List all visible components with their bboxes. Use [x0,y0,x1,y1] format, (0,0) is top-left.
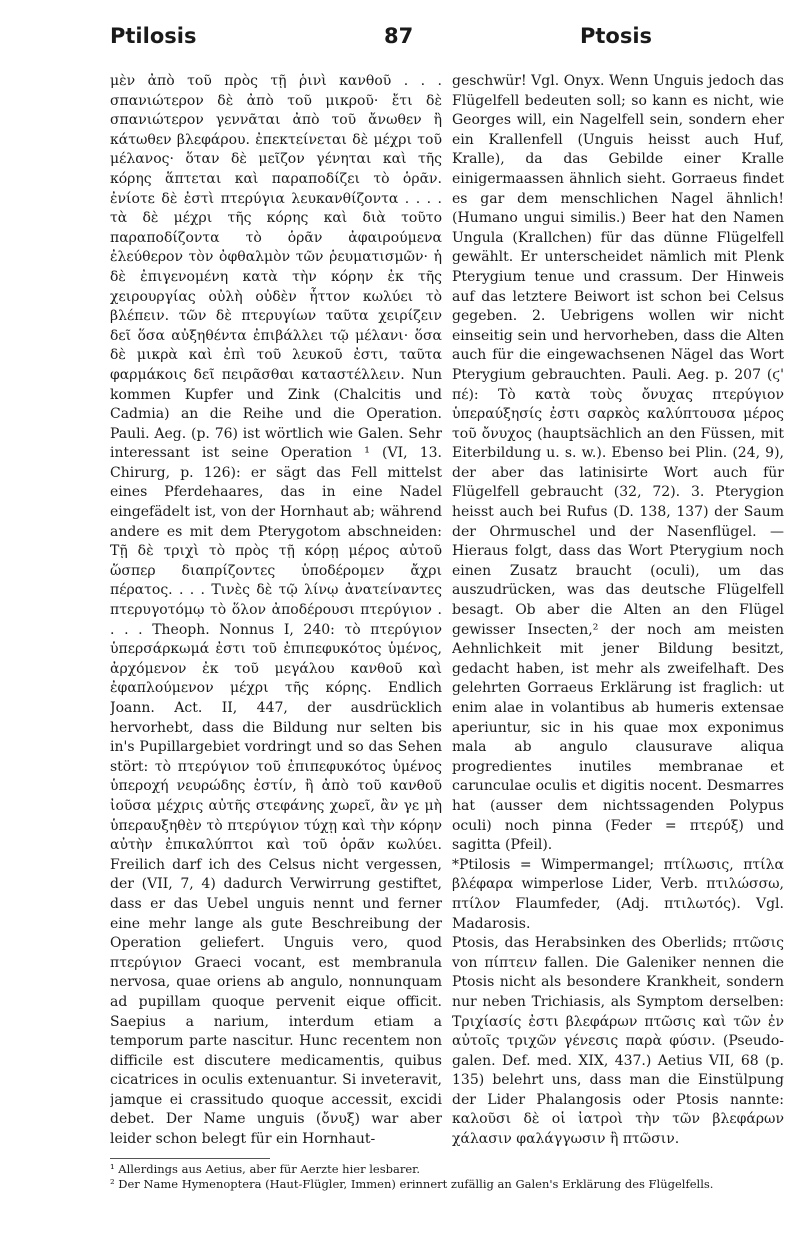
footnotes [110,1162,784,1191]
entry-ptilosis: *Ptilosis = Wimpermangel; πτίλωσις, πτίλα βλέφαρα wimperlose Lider, Verb. πτιλώσσω, πτίλον Flaumfeder, (Adj. πτιλωτός). Vgl. Madarosis. [452,856,784,932]
left-paragraph: μὲν ἀπὸ τοῦ πρὸς τῇ ῥινὶ κανθοῦ . . . σπανιώτερον δὲ ἀπὸ τοῦ μικροῦ· ἔτι δὲ σπανιώτερον γεννᾶται ἀπὸ τοῦ ἄνωθεν ἢ κάτωθεν βλεφάρου. ἐπεκτείνεται δὲ μέχρι τοῦ μέλανος· ὅταν δὲ μεῖζον γένηται καὶ τῆς κόρης ἅπτεται καὶ παραποδίζει τὸ ὁρᾶν. ἐνίοτε δὲ ἐστὶ πτερύγια λευκανθίζοντα . . . . τὰ δὲ μέχρι τῆς κόρης καὶ διὰ τοῦτο παραποδίζοντα τὸ ὁρᾶν ἀφαιρούμενα ἐλεύθερον τὸν ὀφθαλμὸν τῶν ῥευματισμῶν· ἡ δὲ ἐπιγενομένη κατὰ τὴν κόρην ἐκ τῆς χειρουργίας οὐλὴ οὐδὲν ἧττον κωλύει τὸ βλέπειν. τῶν δὲ πτερυγίων ταῦτα χειρίζειν δεῖ ὅσα αὐξηθέντα ἐπιβάλλει τῷ μέλανι· ὅσα δὲ μικρὰ καὶ ἐπὶ τοῦ λευκοῦ ἐστι, ταῦτα φαρμάκοις δεῖ πειρᾶσθαι καταστέλλειν. Nun kommen Kupfer und Zink (Chalcitis und Cadmia) an die Reihe und die Operation. Pauli. Aeg. (p. 76) ist wörtlich wie Galen. Sehr interessant ist seine Operation ¹ (VI, 13. Chirurg, p. 126): er sägt das Fell mittelst eines Pferdehaares, das in eine Nadel eingefädelt ist, von der Hornhaut ab; während andere es mit dem Pterygotom abschneiden: Τῇ δὲ τριχὶ τὸ πρὸς τῇ κόρῃ μέρος αὐτοῦ ὥσπερ διαπρίζοντες ὑποδέρομεν ἄχρι πέρατος. . . . Τινὲς δὲ τῷ λίνῳ ἀνατείναντες πτερυγοτόμῳ τὸ ὅλον ἀποδέρουσι πτερύγιον . . . . Theoph. Nonnus I, 240: τὸ πτερύγιον ὑπερσάρκωμά ἐστι τοῦ ἐπιπεφυκότος ὑμένος, ἀρχόμενον ἐκ τοῦ μεγάλου κανθοῦ καὶ ἐφαπλούμενον μέχρι τῆς κόρης. Endlich Joann. Act. II, 447, der ausdrücklich hervorhebt, dass die Bildung nur selten bis in's Pupillargebiet vordringt und so das Sehen stört: τὸ πτερύγιον τοῦ ἐπιπεφυκότος ὑμένος ὑπεροχή νευρώδης ἐστίν, ἢ ἀπὸ τοῦ κανθοῦ ἰοῦσα μέχρις αὐτῆς στεφάνης χωρεῖ, ἂν γε μὴ ὑπεραυξηθὲν τὸ πτερύγιον τύχῃ καὶ τὴν κόρην αὐτὴν ἐπικαλύπτοι καὶ τοῦ ὁρᾶν κωλύει. Freilich darf ich des Celsus nicht vergessen, der (VII, 7, 4) dadurch Verwirrung gestiftet, dass er das Uebel unguis nennt und ferner eine mehr lange als gute Beschreibung der Operation geliefert. Unguis vero, quod πτερύγιον Graeci vocant, est membranula nervosa, quae oriens ab angulo, nonnunquam ad pupillam quoque pervenit eique officit. Saepius a narium, interdum etiam a temporum parte nascitur. Hunc recentem non difficile est discutere medicamentis, quibus cicatrices in oculis extenuantur. Si inveteravit, jamque ei crassitudo quoque accessit, excidi debet. Der Name unguis (ὄνυξ) war aber leider schon belegt für ein Hornhaut- [110,73,442,1148]
right-column [452,72,784,1158]
left-column [110,72,442,1158]
header-right-keyword: Ptosis [580,24,653,48]
right-paragraph: geschwür! Vgl. Onyx. Wenn Unguis jedoch das Flügelfell bedeuten soll; so kann es nicht, wie Georges will, ein Nagelfell sein, sondern eher ein Krallenfell (Unguis heisst auch Huf, Kralle), da das Gebilde einer Kralle einigermaassen ähnlich sieht. Gorraeus findet es gar dem menschlichen Nagel ähnlich! (Humano ungui similis.) Beer hat den Namen Ungula (Krallchen) für das dünne Flügelfell gewählt. Er unterscheidet nämlich mit Plenk Pterygium tenue und crassum. Der Hinweis auf das letztere Beiwort ist schon bei Celsus gegeben. 2. Uebrigens wollen wir nicht einseitig sein und hervorheben, dass die Alten auch für die eingewachsenen Nägel das Wort Pterygium gebrauchten. Pauli. Aeg. p. 207 (ϛ' πέ): Τὸ κατὰ τοὺς ὄνυχας πτερύγιον ὑπεραύξησίς ἐστι σαρκὸς καλύπτουσα μέρος τοῦ ὄνυχος (hauptsächlich an den Füssen, mit Eiterbildung u. s. w.). Ebenso bei Plin. (24, 9), der aber das latinisirte Wort auch für Flügelfell gebraucht (32, 72). 3. Pterygion heisst auch bei Rufus (D. 138, 137) der Saum der Ohrmuschel und der Nasenflügel. — Hieraus folgt, dass das Wort Pterygium noch einen Zusatz braucht (oculi), um das auszudrücken, was das deutsche Flügelfell besagt. Ob aber die Alten an den Flügel gewisser Insecten,² der noch am meisten Aehnlichkeit mit jener Bildung besitzt, gedacht haben, ist mehr als zweifelhaft. Des gelehrten Gorraeus Erklärung ist fraglich: ut enim alae in volantibus ab humeris extensae aperiuntur, sic in his quae mox exponimus mala ab angulo clausurave aliqua progredientes inutiles membranae et carunculae oculis et digitis nocent. Desmarres hat (ausser dem nichtssagenden Polypus oculi) noch pinna (Feder = πτερύξ) und sagitta (Pfeil). [452,73,784,854]
footnote-1: ¹ Allerdings aus Aetius, aber für Aerzte hier lesbarer. [110,1162,421,1176]
footnote-2: ² Der Name Hymenoptera (Haut-Flügler, Immen) erinnert zufällig an Galen's Erklärung des Flügelfells. [110,1176,714,1191]
page-number: 87 [384,24,414,48]
entry-ptosis: Ptosis, das Herabsinken des Oberlids; πτῶσις von πίπτειν fallen. Die Galeniker nennen die Ptosis nicht als besondere Krankheit, sondern nur neben Trichiasis, als Symptom derselben: Τριχίασίς ἐστι βλεφάρων πτῶσις καὶ τῶν ἐν αὐτοῖς τριχῶν γένεσις παρὰ φύσιν. (Pseudo-galen. Def. med. XIX, 437.) Aetius VII, 68 (p. 135) belehrt uns, dass man die Einstülpung der Lider Phalangosis oder Ptosis nannte: καλοῦσι δὲ οἱ ἰατροὶ τὴν τῶν βλεφάρων χάλασιν φαλάγγωσιν ἢ πτῶσιν. [452,935,784,1148]
footnote-rule [110,1158,270,1159]
header-left-keyword: Ptilosis [110,24,197,48]
running-header [0,18,800,52]
